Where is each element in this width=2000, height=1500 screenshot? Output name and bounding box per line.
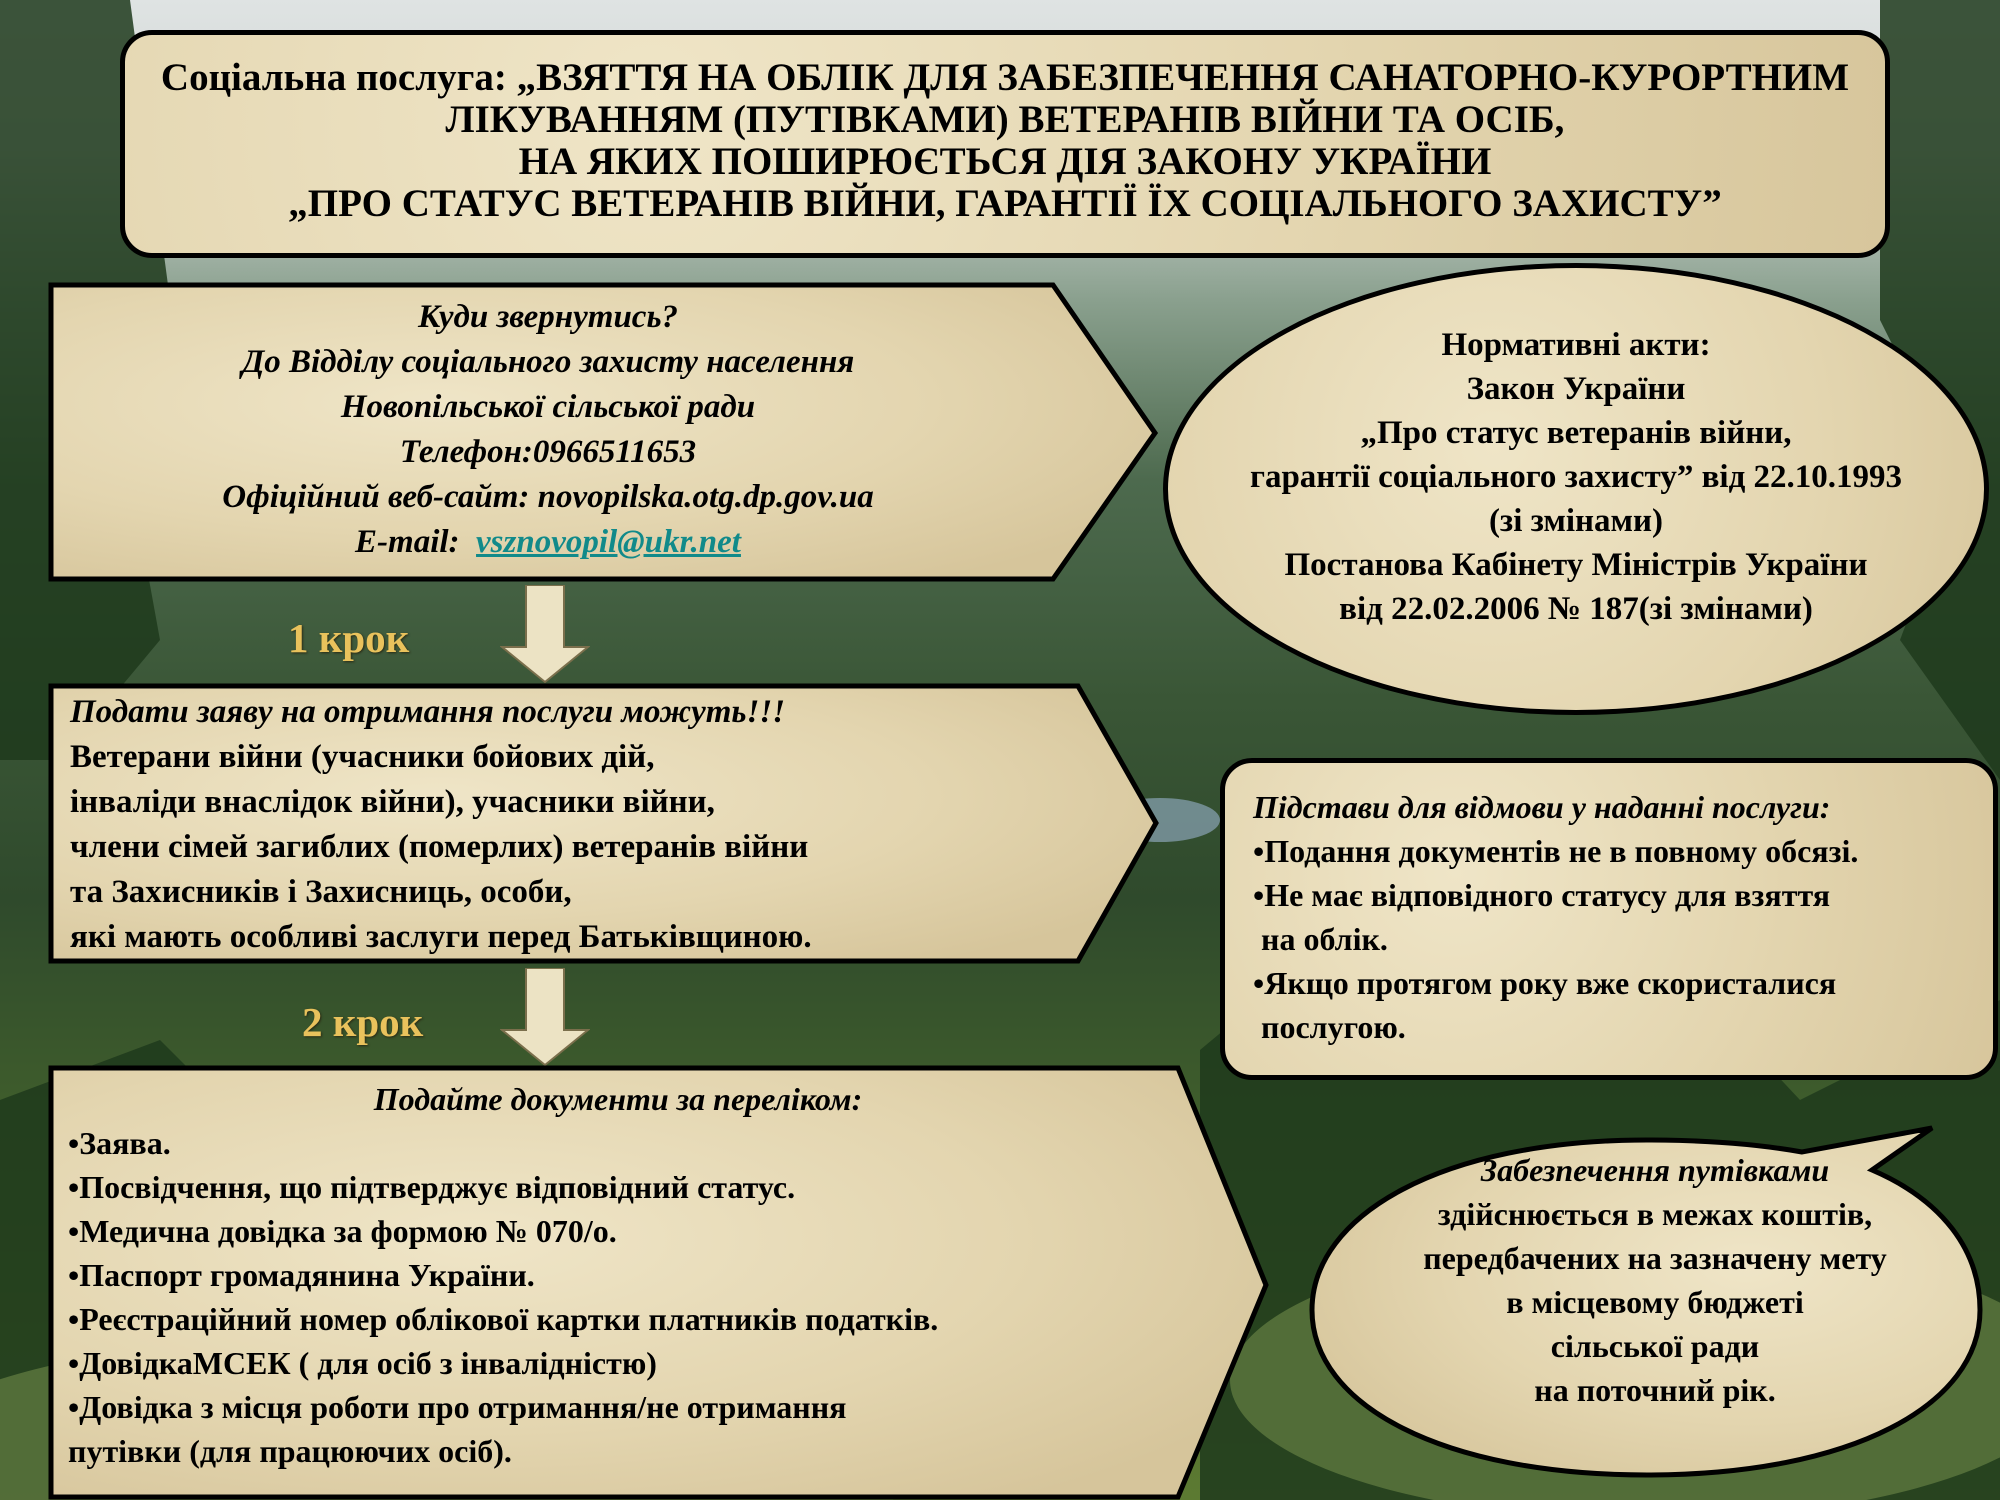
refusal-grounds-box [1220, 758, 1998, 1080]
where-email-label: E-mail: [355, 524, 460, 560]
laws-ellipse [1163, 263, 1989, 715]
service-title-banner [120, 30, 1890, 258]
applicants-line-1: Ветерани війни (учасники бойових дій, [70, 739, 655, 775]
refusal-heading: Підстави для відмови у наданні послуги: [1253, 789, 1831, 825]
documents-item: •Паспорт громадянина України. [68, 1257, 535, 1293]
down-arrow-icon-1 [500, 585, 590, 685]
refusal-line-3: на облік. [1253, 921, 1388, 957]
laws-line-4: (зі змінами) [1488, 503, 1664, 539]
laws-line-3: гарантії соціального захисту” від 22.10.1993 [1249, 459, 1903, 495]
where-line-1: До Відділу соціального захисту населення [241, 344, 855, 380]
documents-item: •Посвідчення, що підтверджує відповідний статус. [68, 1169, 796, 1205]
title-line-3: НА ЯКИХ ПОШИРЮЄТЬСЯ ДІЯ ЗАКОНУ УКРАЇНИ [518, 140, 1492, 183]
laws-heading: Нормативні акти: [1441, 327, 1711, 363]
where-to-apply-block [48, 295, 1048, 565]
documents-item: •Реєстраційний номер облікової картки платників податків. [68, 1301, 939, 1337]
title-line-4: „ПРО СТАТУС ВЕТЕРАНІВ ВІЙНИ, ГАРАНТІЇ ЇХ СОЦІАЛЬНОГО ЗАХИСТУ” [288, 182, 1722, 225]
documents-item: путівки (для працюючих осіб). [68, 1433, 512, 1469]
applicants-heading: Подати заяву на отримання послуги можуть!!! [70, 694, 786, 730]
documents-item: •Довідка з місця роботи про отримання/не отримання [68, 1389, 847, 1425]
email-link[interactable]: vsznovopil@ukr.net [476, 524, 741, 560]
refusal-line-5: послугою. [1253, 1009, 1406, 1045]
refusal-line-4: •Якщо протягом року вже скористалися [1253, 965, 1837, 1001]
funding-line-4: сільської ради [1550, 1328, 1760, 1364]
applicants-line-3: члени сімей загиблих (померлих) ветеранів війни [70, 829, 809, 865]
where-phone: Телефон:0966511653 [399, 434, 697, 470]
title-line-2: ЛІКУВАННЯМ (ПУТІВКАМИ) ВЕТЕРАНІВ ВІЙНИ ТА ОСІБ, [445, 98, 1565, 141]
step-2-label: 2 крок [302, 999, 424, 1045]
funding-line-3: в місцевому бюджеті [1506, 1284, 1804, 1320]
applicants-block [70, 690, 1090, 960]
documents-block [68, 1077, 1168, 1473]
where-heading: Куди звернутись? [417, 299, 679, 335]
applicants-line-4: та Захисників і Захисниць, особи, [70, 874, 572, 910]
documents-item: •Медична довідка за формою № 070/о. [68, 1213, 617, 1249]
step-1-label: 1 крок [288, 615, 410, 661]
documents-item: •ДовідкаМСЕК ( для осіб з інвалідністю) [68, 1345, 657, 1381]
refusal-line-1: •Подання документів не в повному обсязі. [1253, 833, 1859, 869]
funding-line-5: на поточний рік. [1534, 1372, 1776, 1408]
funding-heading: Забезпечення путівками [1480, 1152, 1830, 1188]
documents-heading: Подайте документи за переліком: [373, 1081, 863, 1117]
laws-line-2: „Про статус ветеранів війни, [1360, 415, 1792, 451]
laws-line-6: від 22.02.2006 № 187(зі змінами) [1339, 591, 1813, 627]
laws-line-1: Закон України [1466, 371, 1686, 407]
title-line-1: : „ВЗЯТТЯ НА ОБЛІК ДЛЯ ЗАБЕЗПЕЧЕННЯ САНАТОРНО-КУРОРТНИМ [493, 56, 1850, 99]
down-arrow-icon-2 [500, 968, 590, 1068]
applicants-line-5: які мають особливі заслуги перед Батьківщиною. [70, 919, 812, 955]
refusal-line-2: •Не має відповідного статусу для взяття [1253, 877, 1831, 913]
documents-item: •Заява. [68, 1125, 171, 1161]
funding-block [1345, 1148, 1965, 1412]
laws-line-5: Постанова Кабінету Міністрів України [1284, 547, 1868, 583]
applicants-line-2: інваліди внаслідок війни), учасники війни, [70, 784, 715, 820]
funding-line-2: передбачених на зазначену мету [1423, 1240, 1887, 1276]
where-line-2: Новопільської сільської ради [340, 389, 756, 425]
where-website: Офіційний веб-сайт: novopilska.otg.dp.gov.ua [222, 479, 874, 515]
title-lead: Соціальна послуга [160, 56, 494, 99]
funding-line-1: здійснюється в межах коштів, [1437, 1196, 1873, 1232]
